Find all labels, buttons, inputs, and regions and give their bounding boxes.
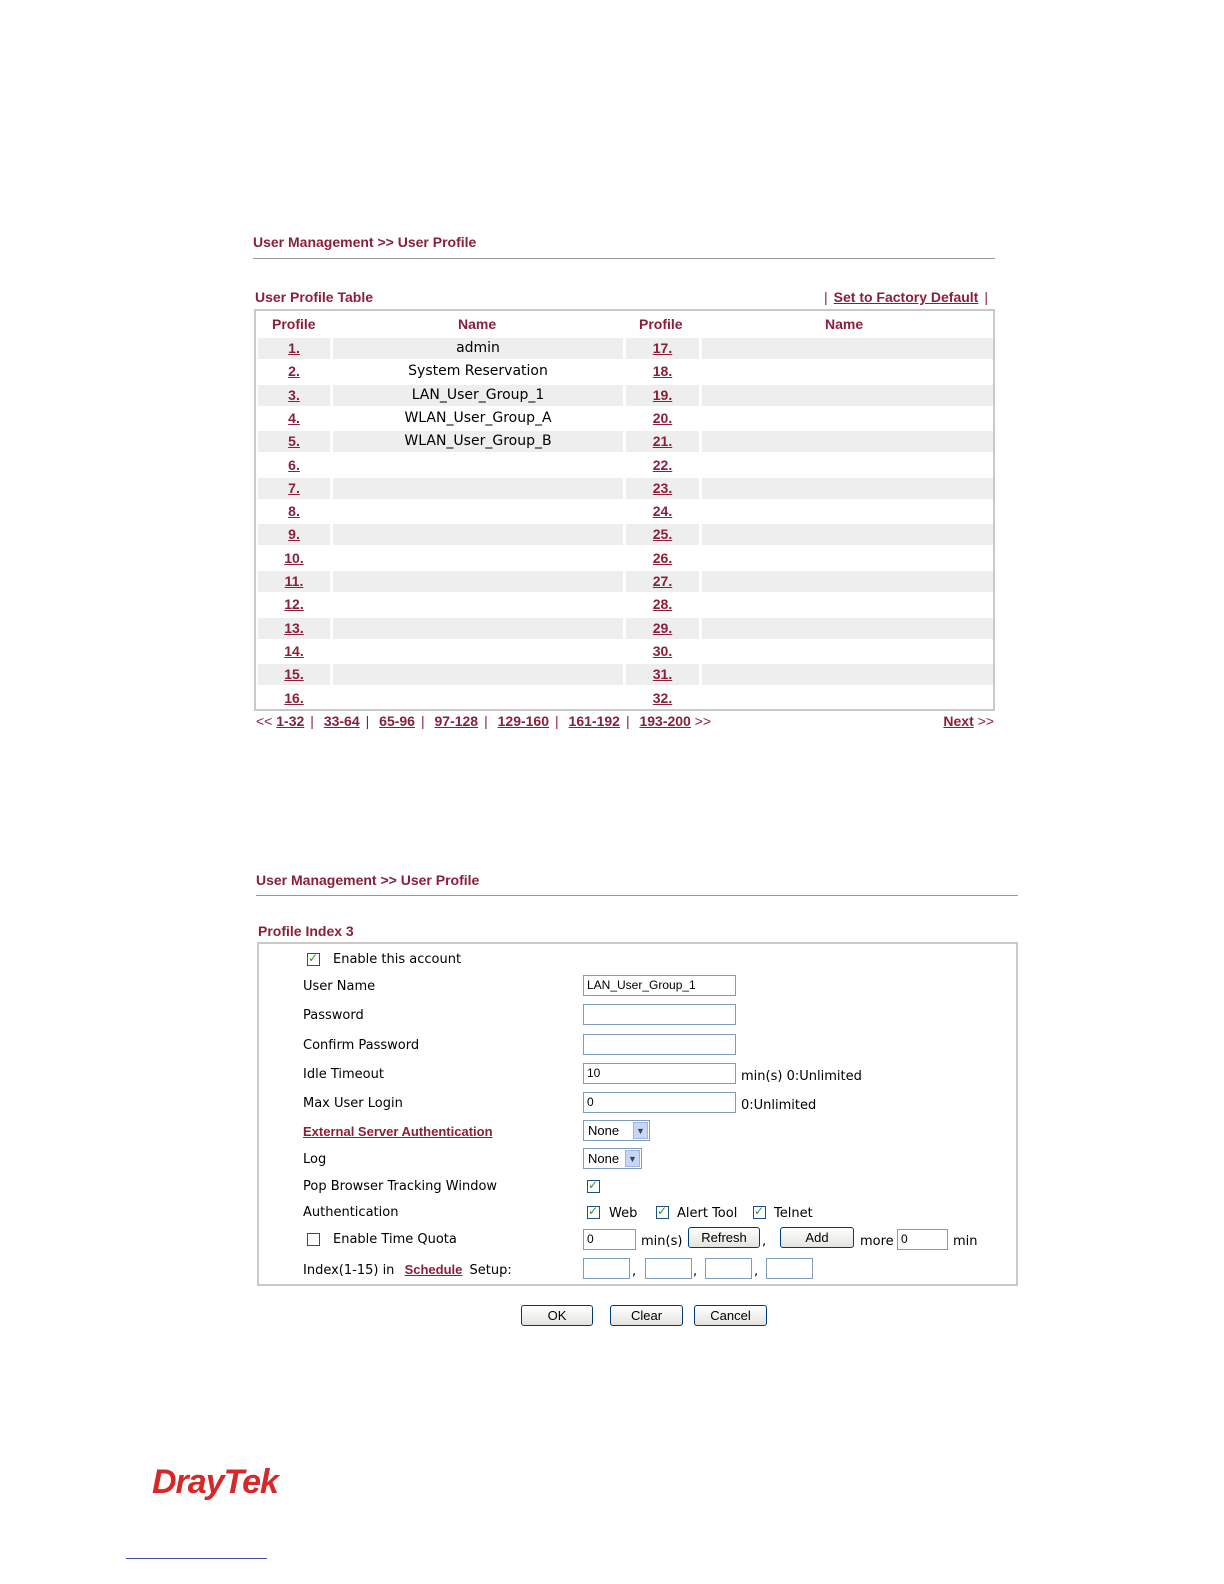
profile-link[interactable]: 5. [288, 433, 300, 450]
table-cell [258, 664, 330, 685]
table-cell [626, 618, 699, 639]
page-link-161-192[interactable]: 161-192 [568, 713, 620, 729]
table-cell [626, 641, 699, 662]
table-cell [258, 501, 330, 522]
table-cell [702, 688, 993, 709]
page-link-129-160[interactable]: 129-160 [497, 713, 550, 729]
column-header-name-2: Name [825, 316, 864, 332]
table-cell [702, 478, 993, 499]
add-button[interactable]: Add [780, 1227, 854, 1248]
draytek-logo: DrayTek [152, 1463, 278, 1501]
set-factory-default-link[interactable]: Set to Factory Default [833, 289, 979, 305]
table-row [258, 548, 993, 569]
page-link-65-96[interactable]: 65-96 [379, 713, 415, 729]
table-row [258, 524, 993, 545]
divider [253, 258, 995, 259]
table-row [258, 431, 993, 452]
profile-link[interactable]: 1. [288, 340, 300, 356]
page-title: User Management >> User Profile [253, 234, 477, 250]
idle-timeout-label: Idle Timeout [303, 1067, 384, 1082]
profile-link[interactable]: 25. [652, 526, 673, 543]
table-cell [702, 664, 993, 685]
table-cell [258, 431, 330, 452]
confirm-password-input[interactable] [583, 1034, 736, 1055]
user-name-label: User Name [303, 979, 376, 994]
table-cell [333, 361, 623, 382]
table-cell [333, 688, 623, 709]
table-cell [258, 641, 330, 662]
schedule-suffix: Setup: [469, 1263, 512, 1278]
table-cell [626, 501, 699, 522]
next-arrow: >> [977, 713, 994, 729]
table-cell [702, 361, 993, 382]
auth-web-checkbox[interactable] [587, 1206, 600, 1219]
page-link-33-64[interactable]: 33-64 [323, 713, 360, 729]
table-cell [258, 571, 330, 592]
pager-prev-arrow: << [256, 713, 273, 729]
profile-link[interactable]: 29. [652, 619, 673, 636]
schedule-row [303, 1262, 512, 1278]
clear-button[interactable]: Clear [610, 1305, 683, 1326]
profile-name: admin [456, 340, 500, 356]
time-quota-label: Enable Time Quota [333, 1232, 457, 1247]
table-cell [258, 594, 330, 615]
auth-telnet-label: Telnet [774, 1206, 813, 1221]
profile-index-title: Profile Index 3 [258, 923, 354, 939]
profile-link[interactable]: 6. [288, 456, 300, 473]
separator: | [824, 289, 828, 305]
more-quota-input[interactable]: 0 [897, 1229, 948, 1250]
table-row [258, 501, 993, 522]
time-quota-checkbox[interactable] [307, 1233, 320, 1246]
external-server-auth-link[interactable]: External Server Authentication [303, 1124, 493, 1139]
auth-alert-tool-label: Alert Tool [677, 1206, 738, 1221]
comma: , [762, 1234, 767, 1249]
table-row [258, 361, 993, 382]
page-title-2: User Management >> User Profile [256, 872, 480, 888]
profile-link[interactable]: 14. [284, 642, 304, 659]
table-cell [702, 594, 993, 615]
table-cell [333, 385, 623, 406]
table-cell [702, 338, 993, 359]
auth-telnet-checkbox[interactable] [753, 1206, 766, 1219]
external-server-auth-select[interactable] [583, 1120, 650, 1141]
comma: , [754, 1264, 759, 1279]
table-cell [626, 338, 699, 359]
profile-link[interactable]: 11. [284, 573, 304, 589]
password-input[interactable] [583, 1004, 736, 1025]
table-cell [702, 455, 993, 476]
external-server-auth-value: None [588, 1123, 620, 1138]
profile-link[interactable]: 31. [652, 666, 673, 683]
schedule-link[interactable]: Schedule [404, 1262, 463, 1277]
table-cell [333, 641, 623, 662]
table-cell [702, 408, 993, 429]
profile-link[interactable]: 21. [652, 433, 673, 450]
separator: | [984, 289, 988, 305]
profile-name: LAN_User_Group_1 [411, 386, 545, 403]
table-cell [702, 524, 993, 545]
profile-link[interactable]: 4. [288, 409, 300, 426]
more-label: more [860, 1234, 894, 1249]
table-cell [258, 338, 330, 359]
profile-link[interactable]: 20. [652, 409, 673, 426]
column-header-profile-2: Profile [639, 316, 683, 332]
schedule-index-4[interactable] [766, 1258, 813, 1279]
schedule-index-1[interactable] [583, 1258, 630, 1279]
max-user-login-unit: 0:Unlimited [741, 1098, 817, 1113]
auth-alert-tool-checkbox[interactable] [656, 1206, 669, 1219]
profile-link[interactable]: 17. [652, 340, 673, 356]
page-link-97-128[interactable]: 97-128 [434, 713, 479, 729]
chevron-down-icon: ▼ [625, 1150, 640, 1167]
page-link-193-200[interactable]: 193-200 [639, 713, 691, 729]
table-cell [258, 548, 330, 569]
table-row [258, 478, 993, 499]
table-cell [626, 571, 699, 592]
page-link-1-32[interactable]: 1-32 [276, 713, 305, 729]
table-row [258, 408, 993, 429]
pop-browser-label: Pop Browser Tracking Window [303, 1179, 498, 1194]
table-cell [333, 431, 623, 452]
table-cell [258, 455, 330, 476]
log-value: None [588, 1151, 620, 1166]
table-row [258, 455, 993, 476]
table-cell [626, 688, 699, 709]
password-label: Password [303, 1008, 364, 1023]
table-cell [702, 641, 993, 662]
more-quota-unit: min [953, 1234, 978, 1249]
table-cell [333, 524, 623, 545]
table-row [258, 594, 993, 615]
profile-name: System Reservation [408, 363, 548, 380]
table-cell [333, 571, 623, 592]
profile-link[interactable]: 16. [284, 689, 304, 706]
table-cell [258, 385, 330, 406]
table-cell [258, 688, 330, 709]
cancel-button[interactable]: Cancel [694, 1305, 767, 1326]
table-cell [626, 594, 699, 615]
pop-browser-checkbox[interactable] [587, 1180, 600, 1193]
table-cell [333, 455, 623, 476]
table-row [258, 688, 993, 709]
profile-link[interactable]: 10. [284, 549, 304, 566]
authentication-label: Authentication [303, 1205, 399, 1220]
schedule-index-2[interactable] [645, 1258, 692, 1279]
profile-edit-form [257, 942, 1018, 1286]
profile-link[interactable]: 23. [652, 479, 673, 496]
max-user-login-input[interactable]: 0 [583, 1092, 736, 1113]
time-quota-unit: min(s) [641, 1234, 683, 1249]
profile-link[interactable]: 32. [652, 689, 673, 706]
max-user-login-label: Max User Login [303, 1096, 403, 1111]
table-title: User Profile Table [255, 289, 374, 305]
table-cell [258, 408, 330, 429]
table-cell [626, 524, 699, 545]
ok-button[interactable]: OK [521, 1305, 593, 1326]
column-header-profile: Profile [272, 316, 316, 332]
table-cell [258, 618, 330, 639]
idle-timeout-input[interactable]: 10 [583, 1063, 736, 1084]
profile-link[interactable]: 2. [288, 363, 300, 380]
table-cell [702, 431, 993, 452]
profile-link[interactable]: 28. [652, 596, 673, 613]
table-cell [702, 501, 993, 522]
table-cell [626, 408, 699, 429]
schedule-index-3[interactable] [705, 1258, 752, 1279]
profile-link[interactable]: 12. [284, 596, 304, 613]
profile-link[interactable]: 7. [288, 479, 300, 496]
comma: , [693, 1264, 698, 1279]
profile-link[interactable]: 13. [284, 619, 304, 636]
table-cell [258, 361, 330, 382]
pager-more-arrow: >> [694, 713, 712, 729]
table-row [258, 618, 993, 639]
table-cell [702, 571, 993, 592]
table-row [258, 664, 993, 685]
table-cell [333, 548, 623, 569]
factory-default-bar [818, 289, 994, 305]
table-cell [333, 618, 623, 639]
table-cell [333, 408, 623, 429]
profile-name: WLAN_User_Group_B [404, 433, 552, 450]
table-cell [626, 664, 699, 685]
enable-account-checkbox[interactable] [307, 953, 320, 966]
user-name-input[interactable]: LAN_User_Group_1 [583, 975, 736, 996]
table-cell [626, 431, 699, 452]
table-row [258, 385, 993, 406]
schedule-prefix: Index(1-15) in [303, 1263, 395, 1278]
profile-link[interactable]: 18. [652, 363, 673, 380]
next-link[interactable]: Next [943, 713, 974, 729]
profile-link[interactable]: 8. [288, 503, 300, 520]
next-page [943, 713, 994, 729]
comma: , [632, 1264, 637, 1279]
time-quota-input[interactable]: 0 [583, 1229, 636, 1250]
table-cell [626, 478, 699, 499]
user-profile-table [254, 309, 995, 711]
table-cell [702, 548, 993, 569]
auth-web-label: Web [609, 1206, 638, 1221]
profile-link[interactable]: 24. [652, 503, 673, 520]
table-cell [626, 361, 699, 382]
table-cell [333, 664, 623, 685]
profile-link[interactable]: 19. [652, 386, 673, 403]
table-cell [626, 548, 699, 569]
table-cell [333, 501, 623, 522]
table-cell [333, 338, 623, 359]
profile-link[interactable]: 22. [652, 456, 673, 473]
column-header-name: Name [458, 316, 497, 332]
table-cell [258, 524, 330, 545]
enable-account-label: Enable this account [333, 952, 462, 967]
log-select[interactable] [583, 1148, 642, 1169]
table-cell [333, 594, 623, 615]
footer-divider [126, 1558, 267, 1559]
profile-link[interactable]: 27. [652, 573, 673, 589]
pagination: << 1-32 | 33-64 | 65-96 | 97-128 | 129-160 | 161-192 | 193-200 >> [256, 713, 712, 729]
chevron-down-icon: ▼ [633, 1122, 648, 1139]
profile-link[interactable]: 30. [652, 642, 673, 659]
table-cell [702, 385, 993, 406]
idle-timeout-unit: min(s) 0:Unlimited [741, 1069, 862, 1084]
table-row [258, 571, 993, 592]
table-cell [626, 455, 699, 476]
profile-link[interactable]: 9. [288, 526, 300, 543]
table-cell [258, 478, 330, 499]
profile-link[interactable]: 3. [288, 386, 300, 403]
table-cell [333, 478, 623, 499]
refresh-button[interactable]: Refresh [688, 1227, 760, 1248]
profile-link[interactable]: 26. [652, 549, 673, 566]
confirm-password-label: Confirm Password [303, 1038, 420, 1053]
log-label: Log [303, 1152, 327, 1167]
table-row [258, 338, 993, 359]
divider [256, 895, 1018, 896]
profile-link[interactable]: 15. [284, 666, 304, 683]
table-row [258, 641, 993, 662]
table-cell [626, 385, 699, 406]
profile-name: WLAN_User_Group_A [404, 409, 552, 426]
table-cell [702, 618, 993, 639]
